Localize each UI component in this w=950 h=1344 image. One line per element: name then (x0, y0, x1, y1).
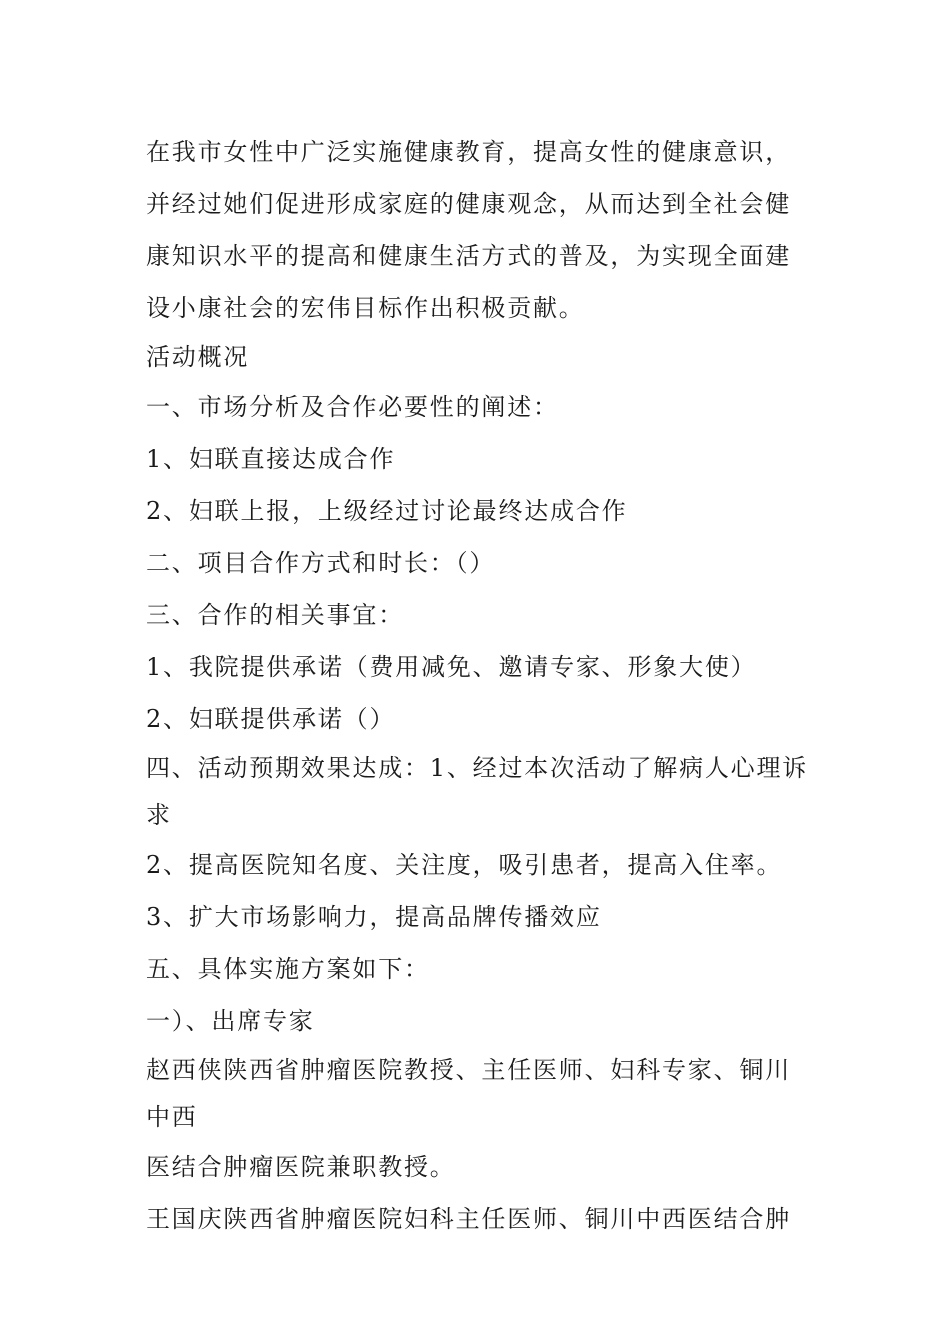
expert-1-line-3: 医结合肿瘤医院兼职教授。 (146, 1153, 456, 1181)
expert-2-line-1: 王国庆陕西省肿瘤医院妇科主任医师、铜川中西医结合肿 (146, 1205, 791, 1233)
list-item-influence: 3、扩大市场影响力，提高品牌传播效应 (146, 903, 602, 931)
list-item-2: 2、妇联上报，上级经过讨论最终达成合作 (146, 497, 628, 525)
list-item-federation-commitment: 2、妇联提供承诺（） (146, 705, 396, 733)
list-item-visibility: 2、提高医院知名度、关注度，吸引患者，提高入住率。 (146, 851, 783, 879)
body-line-2: 并经过她们促进形成家庭的健康观念，从而达到全社会健 (146, 190, 791, 218)
expert-1-line-1: 赵西侠陕西省肿瘤医院教授、主任医师、妇科专家、铜川 (146, 1056, 791, 1084)
section-heading-market-analysis: 一、市场分析及合作必要性的阐述： (146, 393, 559, 421)
body-line-1: 在我市女性中广泛实施健康教育，提高女性的健康意识， (146, 138, 791, 166)
section-heading-cooperation-mode: 二、项目合作方式和时长：（） (146, 549, 496, 577)
body-line-4: 设小康社会的宏伟目标作出积极贡献。 (146, 294, 585, 322)
section-heading-expected-effect-cont: 求 (146, 801, 172, 829)
document-body (146, 126, 816, 1245)
section-heading-related-matters: 三、合作的相关事宜： (146, 601, 404, 629)
list-item-hospital-commitment: 1、我院提供承诺（费用减免、邀请专家、形象大使） (146, 653, 757, 681)
list-item-1: 1、妇联直接达成合作 (146, 445, 396, 473)
section-heading-overview: 活动概况 (146, 343, 250, 371)
subsection-heading-experts: 一）、出席专家 (146, 1007, 315, 1035)
section-heading-expected-effect: 四、活动预期效果达成：1、经过本次活动了解病人心理诉 (146, 754, 809, 782)
body-line-3: 康知识水平的提高和健康生活方式的普及，为实现全面建 (146, 242, 791, 270)
expert-1-line-2: 中西 (146, 1103, 198, 1131)
section-heading-implementation: 五、具体实施方案如下： (146, 955, 430, 983)
